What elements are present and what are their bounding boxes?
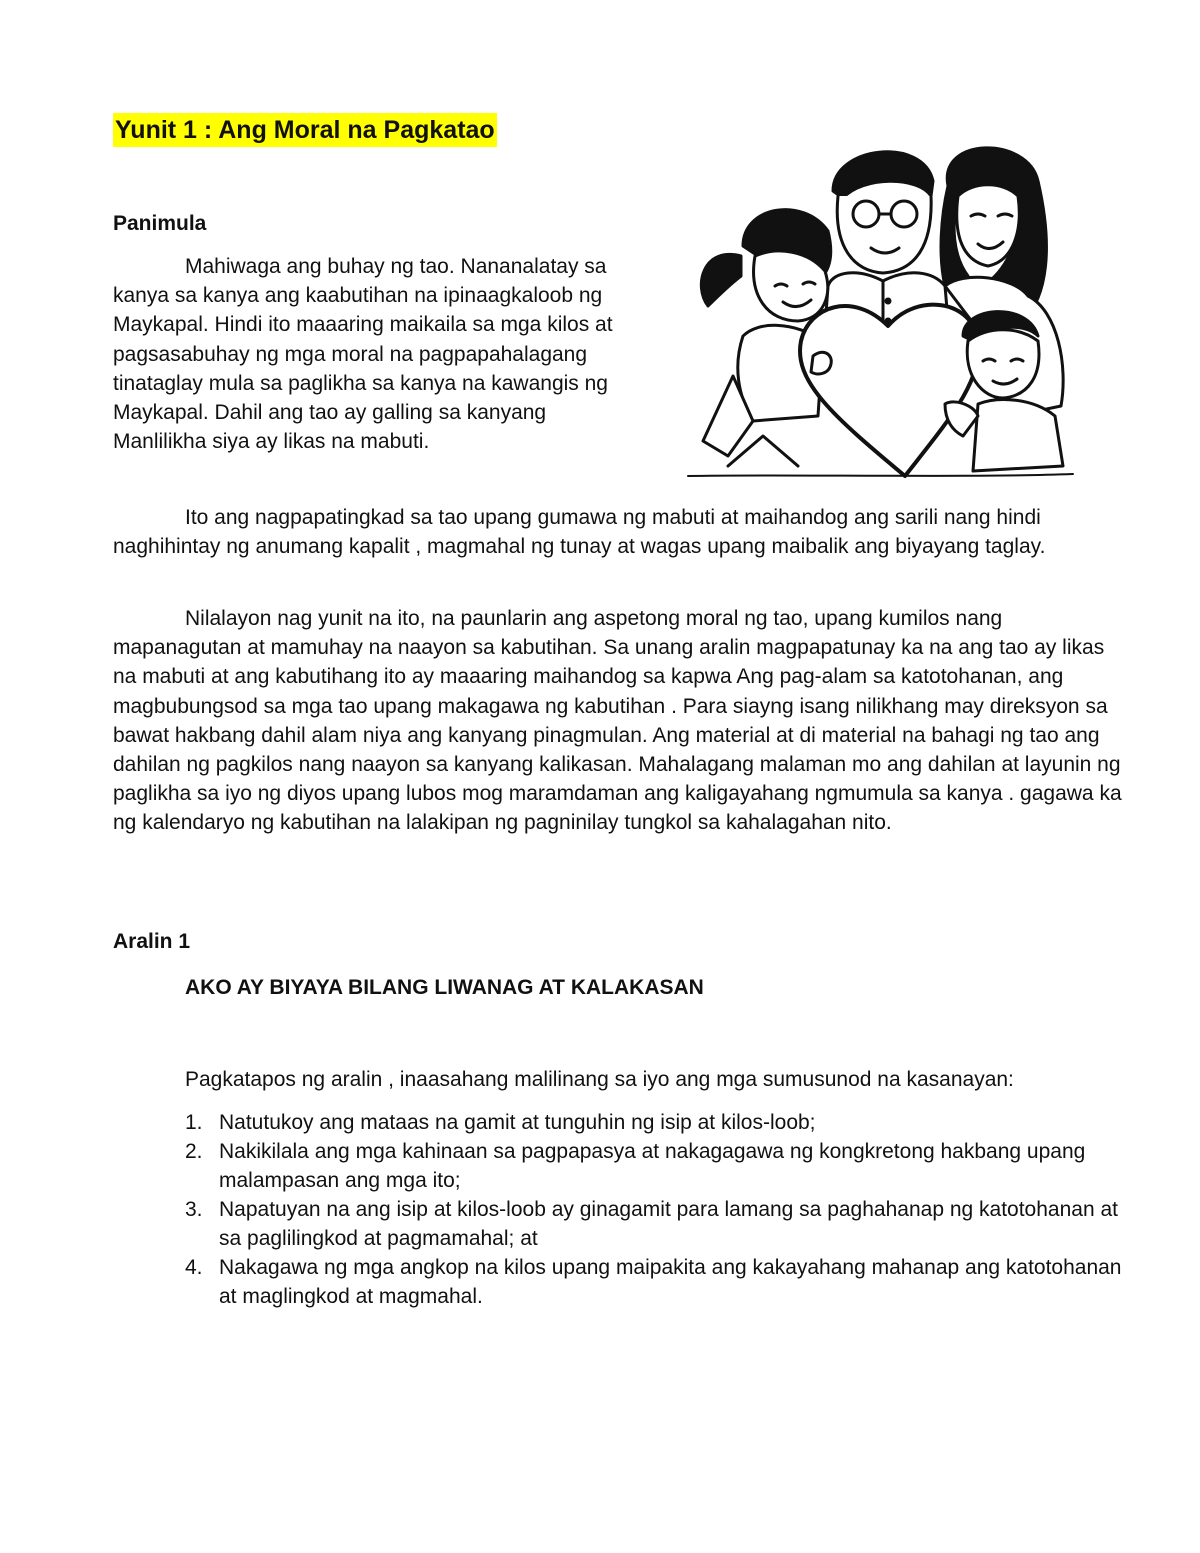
- list-item: [185, 1195, 1135, 1253]
- objectives-intro: Pagkatapos ng aralin , inaasahang malilinang sa iyo ang mga sumusunod na kasanayan:: [185, 1068, 1014, 1091]
- list-item-text: Nakikilala ang mga kahinaan sa pagpapasya at nakagagawa ng kongkretong hakbang upang malampasan ang mga ito;: [219, 1140, 1086, 1192]
- body-paragraph-2: Ito ang nagpapatingkad sa tao upang gumawa ng mabuti at maihandog ang sarili nang hindi naghihintay ng anumang kapalit , magmahal ng tunay at wagas upang maibalik ang biyayang taglay.: [113, 506, 1046, 559]
- intro-paragraph: Mahiwaga ang buhay ng tao. Nananalatay sa kanya sa kanya ang kaabutihan na ipinaagkaloob ng Maykapal. Hindi ito maaaring maikaila sa mga kilos at pagsasabuhay ng mga moral na pagpapahalagang tinataglay mula sa paglikha sa kanya na kawangis ng Maykapal. Dahil ang tao ay galling sa kanyang Manlilikha siya ay likas na mabuti.: [113, 255, 613, 454]
- list-item: [185, 1108, 1135, 1137]
- boy-body: [973, 400, 1063, 471]
- list-item: [185, 1253, 1135, 1311]
- list-item-text: Natutukoy ang mataas na gamit at tunguhin ng isip at kilos-loob;: [219, 1111, 816, 1134]
- boy-face: [967, 330, 1039, 398]
- section-heading-panimula: Panimula: [113, 212, 207, 235]
- father-face: [837, 196, 931, 273]
- father-hair: [833, 152, 933, 198]
- unit-title: Yunit 1 : Ang Moral na Pagkatao: [113, 113, 497, 147]
- list-item: [185, 1137, 1135, 1195]
- girl-face: [754, 251, 828, 321]
- list-item-number: 1.: [185, 1111, 203, 1134]
- girl-ponytail: [701, 254, 741, 306]
- family-holding-heart-illustration: [683, 136, 1078, 481]
- list-item-number: 2.: [185, 1140, 203, 1163]
- lesson-title: AKO AY BIYAYA BILANG LIWANAG AT KALAKASAN: [185, 976, 704, 999]
- heart-shape: [800, 305, 978, 476]
- lesson-label: Aralin 1: [113, 930, 191, 953]
- list-item-text: Napatuyan na ang isip at kilos-loob ay ginagamit para lamang sa paghahanap ng katotohanan at sa paglilingkod at pagmamahal; at: [219, 1198, 1118, 1250]
- list-item-number: 4.: [185, 1256, 203, 1279]
- objectives-list: [185, 1108, 1135, 1311]
- body-paragraph-3: Nilalayon nag yunit na ito, na paunlarin ang aspetong moral ng tao, upang kumilos nang mapanagutan at mamuhay na naayon sa kabutihan. Sa unang aralin magpapatunay ka na ang tao ay likas na mabuti at ang kabutihang ito ay maaaring maihandog sa kapwa Ang pag-alam sa katotohanan, ang magbubungsod sa mga tao upang makagawa ng kabutihan . Para siayng isang nilikhang may direksyon sa bawat hakbang dahil alam niya ang kanyang pinagmulan. Ang material at di material na bahagi ng tao ang dahilan ng pagkilos nang naayon sa kanyang kalikasan. Mahalagang malaman mo ang dahilan at layunin ng paglikha sa iyo ng diyos upang lubos mog maramdaman ang kaligayahang ngmumula sa kanya . gagawa ka ng kalendaryo ng kabutihan na lalakipan ng pagninilay tungkol sa kahalagahan nito.: [113, 607, 1122, 835]
- list-item-number: 3.: [185, 1198, 203, 1221]
- list-item-text: Nakagawa ng mga angkop na kilos upang maipakita ang kakayahang mahanap ang katotohanan at maglingkod at magmahal.: [219, 1256, 1122, 1308]
